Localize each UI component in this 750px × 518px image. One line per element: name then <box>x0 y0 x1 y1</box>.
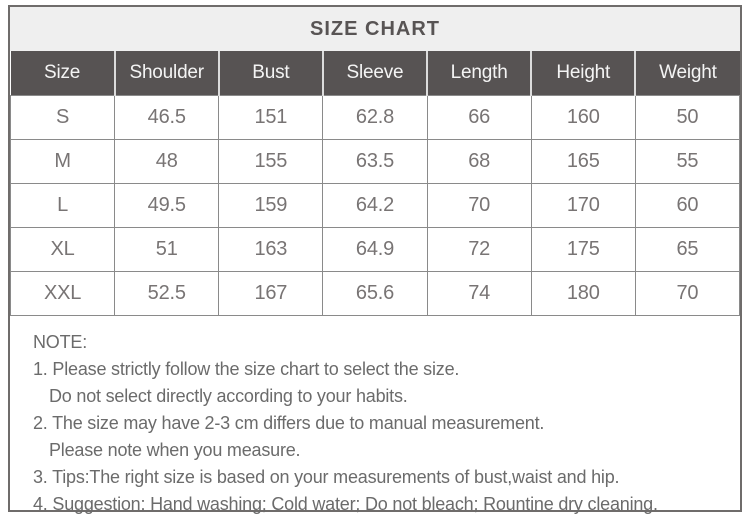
column-header: Size <box>11 51 115 96</box>
chart-title-bar <box>10 7 740 51</box>
measurement-cell: 65 <box>635 228 739 272</box>
measurement-cell: 51 <box>115 228 219 272</box>
column-header: Sleeve <box>323 51 427 96</box>
measurement-cell: 72 <box>427 228 531 272</box>
measurement-cell: 159 <box>219 184 323 228</box>
measurement-cell: 64.9 <box>323 228 427 272</box>
measurement-cell: 155 <box>219 140 323 184</box>
column-header: Shoulder <box>115 51 219 96</box>
size-table-body <box>11 96 740 316</box>
notes-lines <box>33 356 724 518</box>
measurement-cell: 70 <box>427 184 531 228</box>
table-row <box>11 96 740 140</box>
measurement-cell: 66 <box>427 96 531 140</box>
size-chart-panel <box>8 5 742 512</box>
measurement-cell: 65.6 <box>323 272 427 316</box>
size-label-cell: XL <box>11 228 115 272</box>
measurement-cell: 165 <box>531 140 635 184</box>
size-label-cell: XXL <box>11 272 115 316</box>
measurement-cell: 55 <box>635 140 739 184</box>
note-line: 2. The size may have 2-3 cm differs due to manual measurement. <box>33 413 545 433</box>
measurement-cell: 52.5 <box>115 272 219 316</box>
measurement-cell: 170 <box>531 184 635 228</box>
notes-heading: NOTE: <box>33 332 88 352</box>
table-row <box>11 140 740 184</box>
measurement-cell: 70 <box>635 272 739 316</box>
measurement-cell: 62.8 <box>323 96 427 140</box>
measurement-cell: 49.5 <box>115 184 219 228</box>
note-line: 3. Tips:The right size is based on your measurements of bust,waist and hip. <box>33 467 620 487</box>
column-header: Weight <box>635 51 739 96</box>
measurement-cell: 68 <box>427 140 531 184</box>
measurement-cell: 63.5 <box>323 140 427 184</box>
column-header: Bust <box>219 51 323 96</box>
header-row <box>11 51 740 96</box>
note-line: Do not select directly according to your habits. <box>49 386 408 406</box>
size-table <box>10 51 740 316</box>
measurement-cell: 151 <box>219 96 323 140</box>
table-row <box>11 184 740 228</box>
measurement-cell: 48 <box>115 140 219 184</box>
measurement-cell: 180 <box>531 272 635 316</box>
table-row <box>11 272 740 316</box>
size-label-cell: L <box>11 184 115 228</box>
measurement-cell: 64.2 <box>323 184 427 228</box>
measurement-cell: 160 <box>531 96 635 140</box>
size-label-cell: M <box>11 140 115 184</box>
measurement-cell: 60 <box>635 184 739 228</box>
chart-title: SIZE CHART <box>310 17 440 40</box>
note-line: 4. Suggestion: Hand washing; Cold water; Do not bleach; Rountine dry cleaning. <box>33 494 658 514</box>
measurement-cell: 167 <box>219 272 323 316</box>
measurement-cell: 50 <box>635 96 739 140</box>
column-header: Length <box>427 51 531 96</box>
measurement-cell: 46.5 <box>115 96 219 140</box>
measurement-cell: 163 <box>219 228 323 272</box>
measurement-cell: 175 <box>531 228 635 272</box>
measurement-cell: 74 <box>427 272 531 316</box>
table-row <box>11 228 740 272</box>
notes-section <box>10 316 740 518</box>
column-header: Height <box>531 51 635 96</box>
size-label-cell: S <box>11 96 115 140</box>
note-line: 1. Please strictly follow the size chart to select the size. <box>33 359 460 379</box>
note-line: Please note when you measure. <box>49 440 301 460</box>
size-table-head <box>11 51 740 96</box>
